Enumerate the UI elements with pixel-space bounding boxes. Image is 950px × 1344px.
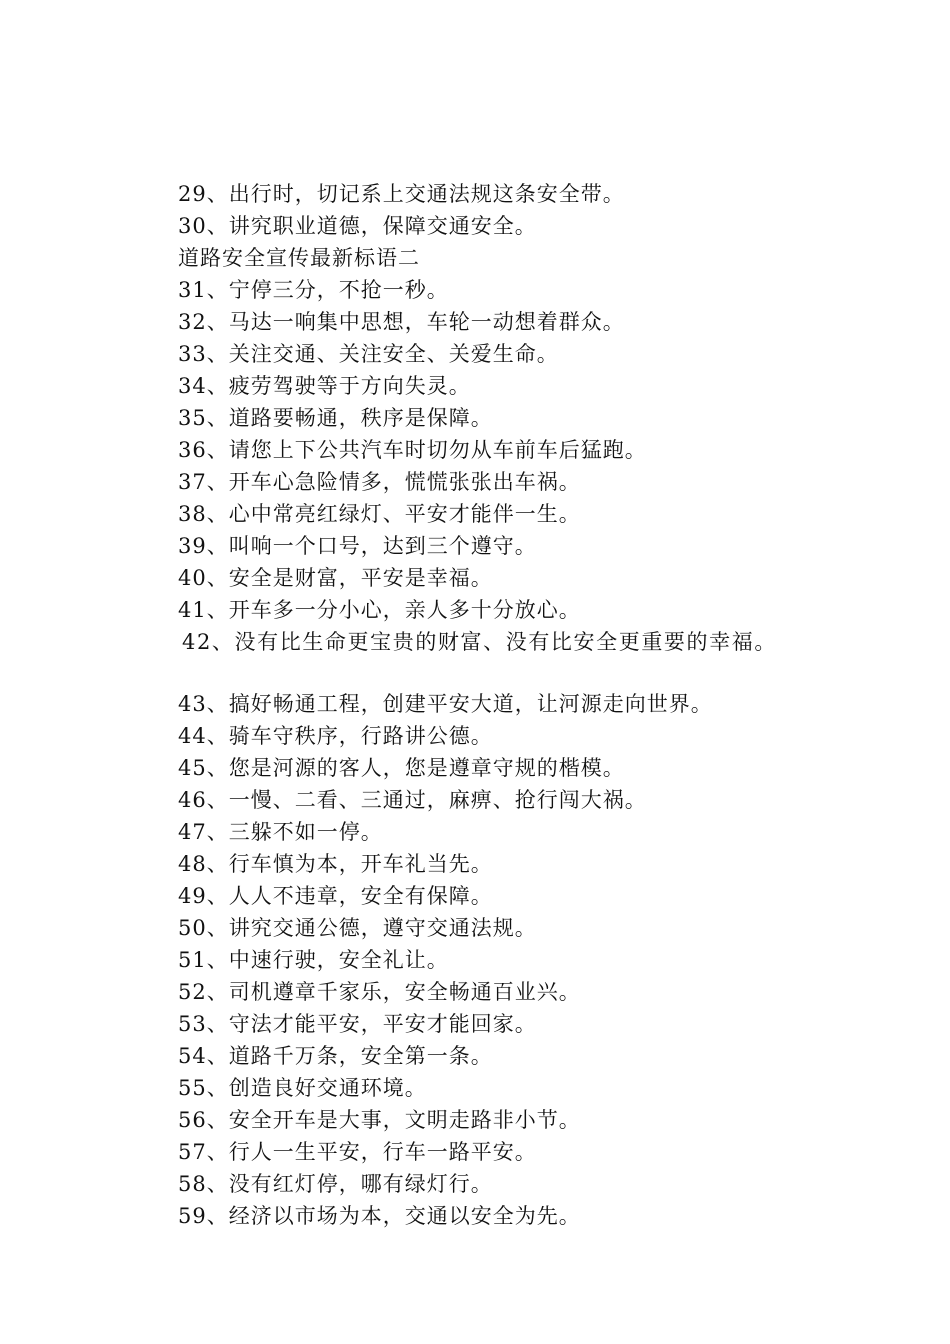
text-line: 33、关注交通、关注安全、关爱生命。 <box>178 342 559 366</box>
text-line: 31、宁停三分，不抢一秒。 <box>178 278 449 302</box>
text-line: 54、道路千万条，安全第一条。 <box>178 1044 493 1068</box>
text-line: 39、叫响一个口号，达到三个遵守。 <box>178 534 537 558</box>
text-line: 57、行人一生平安，行车一路平安。 <box>178 1140 537 1164</box>
text-line: 30、讲究职业道德，保障交通安全。 <box>178 214 537 238</box>
text-line: 45、您是河源的客人，您是遵章守规的楷模。 <box>178 756 625 780</box>
text-line: 43、搞好畅通工程，创建平安大道，让河源走向世界。 <box>178 692 713 716</box>
text-line: 29、出行时，切记系上交通法规这条安全带。 <box>178 182 625 206</box>
text-line: 32、马达一响集中思想，车轮一动想着群众。 <box>178 310 625 334</box>
text-line: 36、请您上下公共汽车时切勿从车前车后猛跑。 <box>178 438 647 462</box>
text-line: 53、守法才能平安，平安才能回家。 <box>178 1012 537 1036</box>
text-line: 47、三躲不如一停。 <box>178 820 383 844</box>
text-line: 35、道路要畅通，秩序是保障。 <box>178 406 493 430</box>
text-line: 51、中速行驶，安全礼让。 <box>178 948 449 972</box>
text-line: 42、没有比生命更宝贵的财富、没有比安全更重要的幸福。 <box>182 630 777 654</box>
text-line: 46、一慢、二看、三通过，麻痹、抢行闯大祸。 <box>178 788 647 812</box>
text-line: 58、没有红灯停，哪有绿灯行。 <box>178 1172 493 1196</box>
text-line: 48、行车慎为本，开车礼当先。 <box>178 852 493 876</box>
text-line: 37、开车心急险情多，慌慌张张出车祸。 <box>178 470 581 494</box>
text-line: 34、疲劳驾驶等于方向失灵。 <box>178 374 471 398</box>
text-line: 38、心中常亮红绿灯、平安才能伴一生。 <box>178 502 581 526</box>
text-line: 40、安全是财富，平安是幸福。 <box>178 566 493 590</box>
text-line: 49、人人不违章，安全有保障。 <box>178 884 493 908</box>
text-line: 52、司机遵章千家乐，安全畅通百业兴。 <box>178 980 581 1004</box>
section-heading: 道路安全宣传最新标语二 <box>178 246 420 270</box>
text-line: 59、经济以市场为本，交通以安全为先。 <box>178 1204 581 1228</box>
text-line: 50、讲究交通公德，遵守交通法规。 <box>178 916 537 940</box>
blank-line <box>178 658 918 688</box>
document-body <box>178 178 918 1232</box>
text-line: 56、安全开车是大事，文明走路非小节。 <box>178 1108 581 1132</box>
text-line: 41、开车多一分小心，亲人多十分放心。 <box>178 598 581 622</box>
text-line: 44、骑车守秩序，行路讲公德。 <box>178 724 493 748</box>
text-line: 55、创造良好交通环境。 <box>178 1076 427 1100</box>
